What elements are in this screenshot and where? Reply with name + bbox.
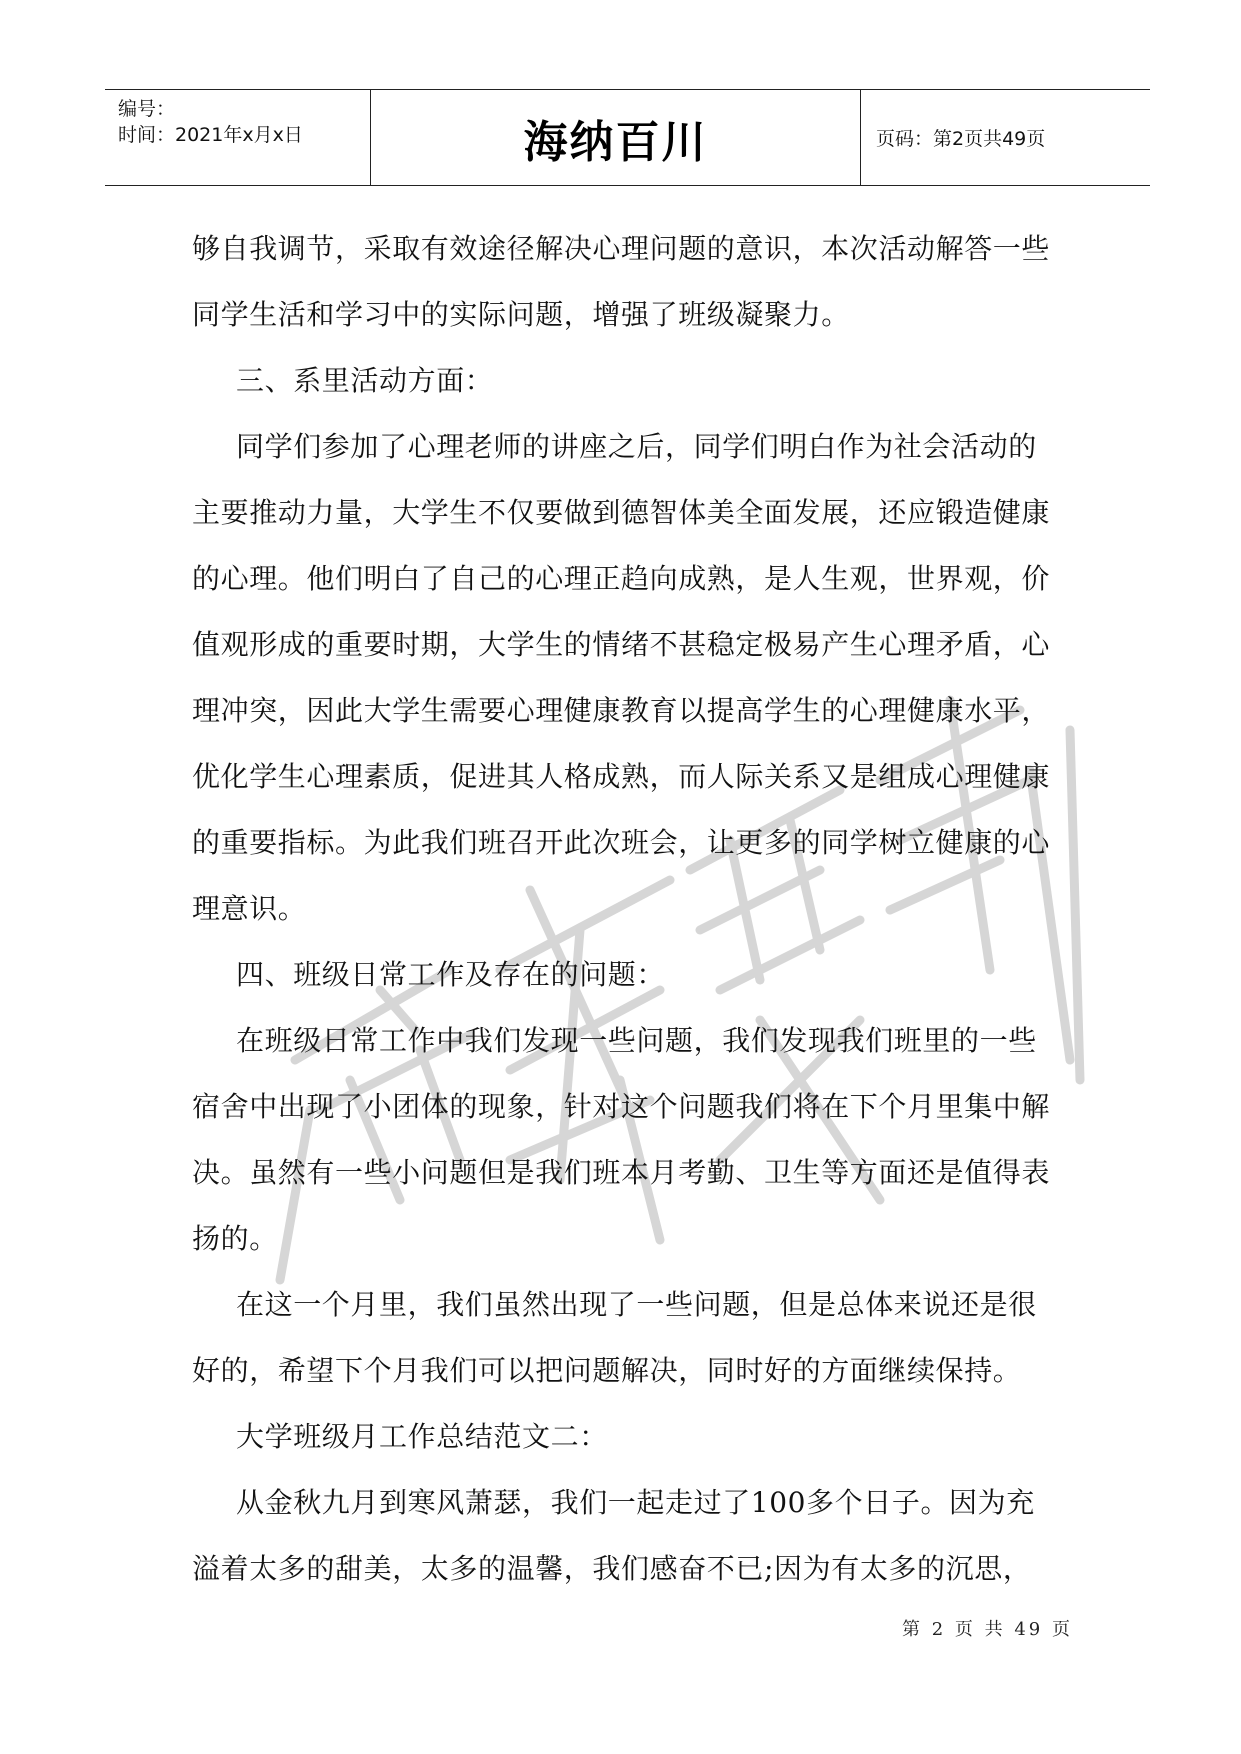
text-line: 溢着太多的甜美，太多的温馨，我们感奋不已;因为有太多的沉思，	[192, 1552, 1032, 1585]
text-line: 决。虽然有一些小问题但是我们班本月考勤、卫生等方面还是值得表	[192, 1156, 1051, 1189]
section-heading: 四、班级日常工作及存在的问题：	[236, 958, 666, 991]
header-page-cell	[861, 90, 1150, 185]
text-line: 在这一个月里，我们虽然出现了一些问题，但是总体来说还是很	[236, 1288, 1037, 1321]
text-line: 同学们参加了心理老师的讲座之后，同学们明白作为社会活动的	[236, 430, 1037, 463]
text-line: 宿舍中出现了小团体的现象，针对这个问题我们将在下个月里集中解	[192, 1090, 1051, 1123]
text-line: 扬的。	[192, 1222, 278, 1255]
text-line: 优化学生心理素质，促进其人格成熟，而人际关系又是组成心理健康	[192, 760, 1051, 793]
text-line: 好的，希望下个月我们可以把问题解决，同时好的方面继续保持。	[192, 1354, 1022, 1387]
text-line: 在班级日常工作中我们发现一些问题，我们发现我们班里的一些	[236, 1024, 1037, 1057]
text-line: 够自我调节，采取有效途径解决心理问题的意识，本次活动解答一些	[192, 232, 1051, 265]
section-heading: 三、系里活动方面：	[236, 364, 494, 397]
text-line: 主要推动力量，大学生不仅要做到德智体美全面发展，还应锻造健康	[192, 496, 1051, 529]
text-line: 的心理。他们明白了自己的心理正趋向成熟，是人生观，世界观，价	[192, 562, 1051, 595]
text-line: 值观形成的重要时期，大学生的情绪不甚稳定极易产生心理矛盾，心	[192, 628, 1051, 661]
page-header	[105, 89, 1150, 186]
text-line: 从金秋九月到寒风萧瑟，我们一起走过了100多个日子。因为充	[236, 1486, 1035, 1519]
text-line: 理意识。	[192, 892, 307, 925]
page-footer: 第 2 页 共 49 页	[902, 1619, 1073, 1640]
page-code: 页码：第2页共49页	[876, 128, 1046, 150]
header-meta-cell	[105, 90, 371, 185]
serial-label: 编号：	[118, 98, 176, 120]
text-line: 的重要指标。为此我们班召开此次班会，让更多的同学树立健康的心	[192, 826, 1051, 859]
text-line: 理冲突，因此大学生需要心理健康教育以提高学生的心理健康水平，	[192, 694, 1051, 727]
document-body	[192, 216, 1072, 1602]
brand-title: 海纳百川	[523, 116, 708, 168]
time-label: 时间：2021年x月x日	[118, 124, 303, 146]
text-line: 同学生活和学习中的实际问题，增强了班级凝聚力。	[192, 298, 850, 331]
section-heading: 大学班级月工作总结范文二：	[236, 1420, 608, 1453]
header-brand-cell	[371, 90, 861, 185]
